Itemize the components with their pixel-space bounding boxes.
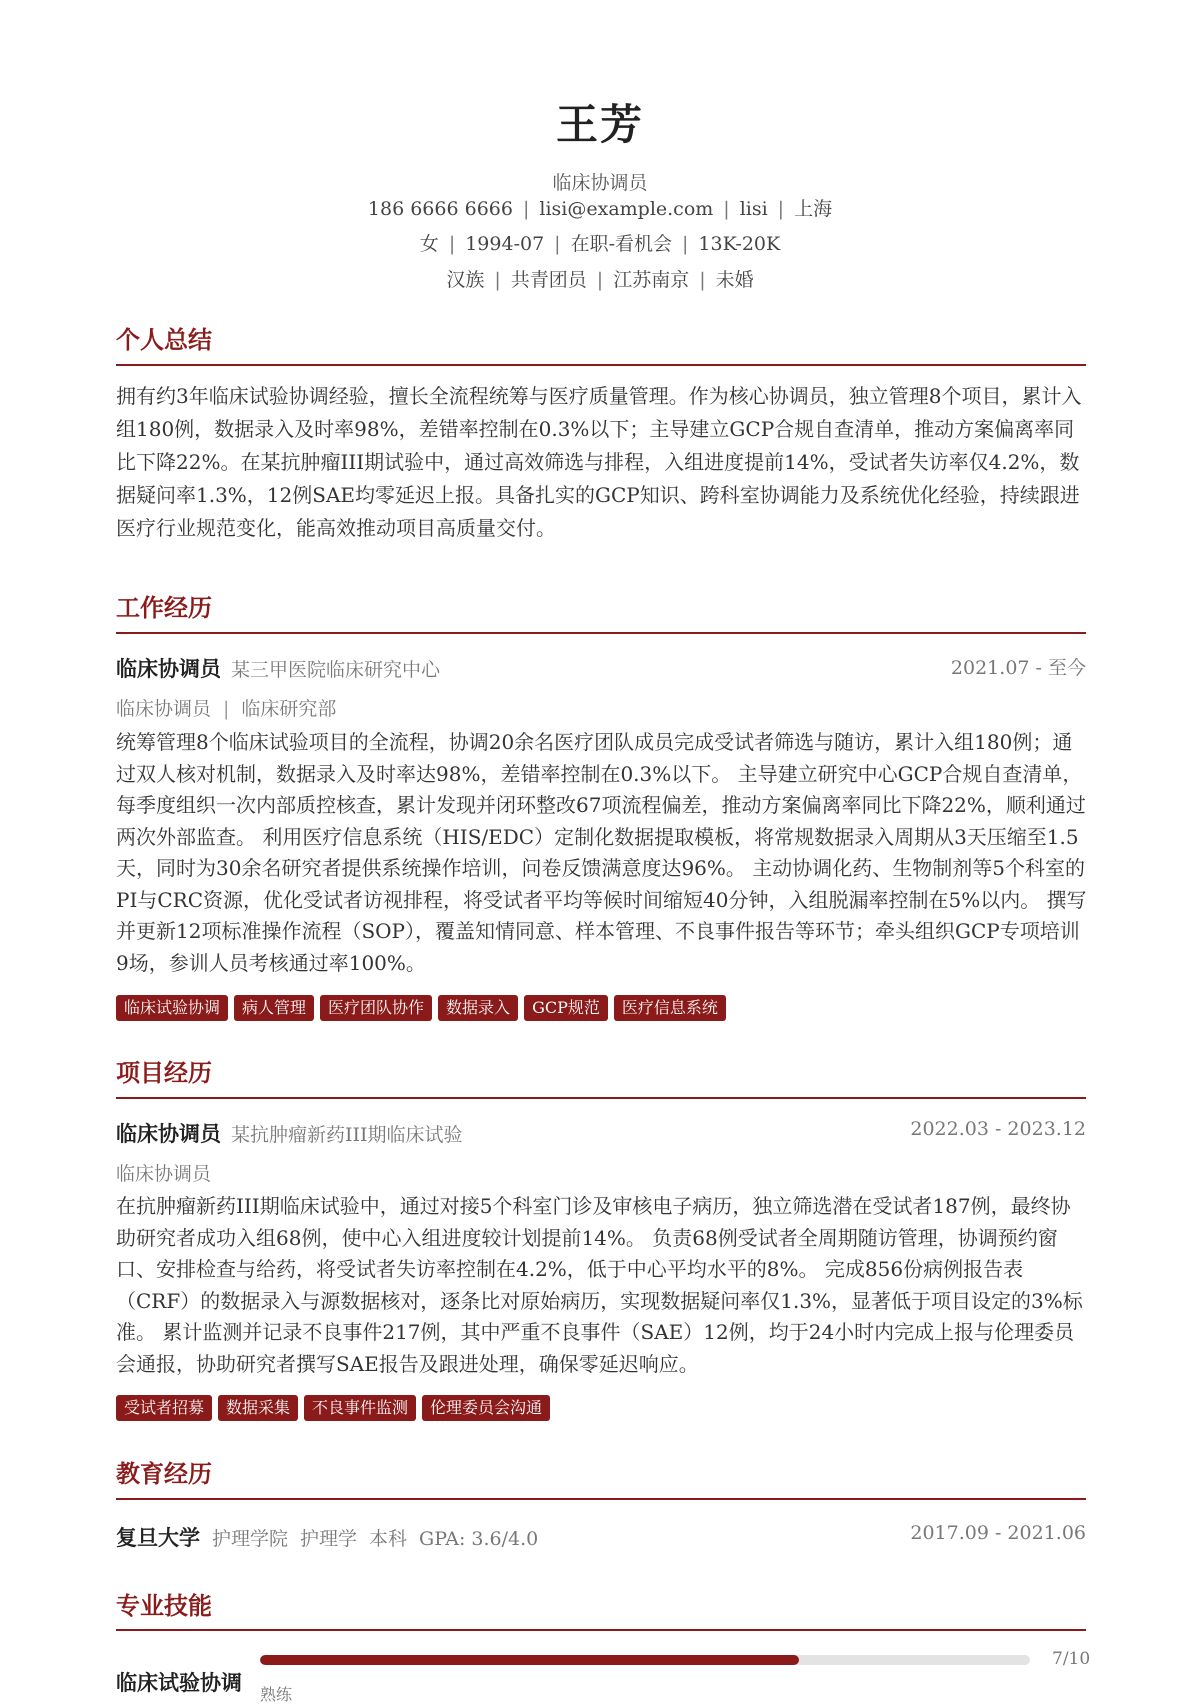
skill-name: 临床试验协调 [116,1670,242,1695]
work-org: 某三甲医院临床研究中心 [231,659,441,681]
city: 上海 [794,198,833,220]
work-subline [116,694,336,721]
school-college: 护理学院 [212,1528,289,1550]
separator: | [723,198,730,220]
project-position: 临床协调员 [116,1163,212,1185]
section-title-skills: 专业技能 [116,1591,212,1620]
separator: | [494,269,501,291]
project-description: 在抗肿瘤新药III期临床试验中，通过对接5个科室门诊及审核电子病历，独立筛选潜在受试者187例，最终协助研究者成功入组68例，使中心入组进度较计划提前14%。 负责68例受试者全周期随访管理，协调预约窗口、安排检查与给药，将受试者失访率控制在4.2%，低于中心平均水平的8%。 完成856份病例报告表（CRF）的数据录入与源数据核对，逐条比对原始病历，实现数据疑问率仅1.3%，显著低于项目设定的3%标准。 累计监测并记录不良事件217例，其中严重不良事件（SAE）12例，均于24小时内完成上报与伦理委员会通报，协助研究者撰写SAE报告及跟进处理，确保零延迟响应。 [116,1194,1083,1376]
skill-score: 7/10 [1052,1649,1091,1669]
skill-tag: 医疗信息系统 [614,995,726,1021]
separator: | [522,198,530,220]
separator: | [699,269,706,291]
gender: 女 [419,233,439,255]
project-name: 某抗肿瘤新药III期临床试验 [231,1124,463,1146]
section-title-work: 工作经历 [116,593,212,622]
work-date: 2021.07 - 至今 [950,657,1086,679]
project-date: 2022.03 - 2023.12 [910,1118,1086,1140]
hometown: 江苏南京 [613,269,690,291]
school-gpa: GPA: 3.6/4.0 [419,1528,539,1550]
background-line [0,265,1200,292]
skill-progress-fill [260,1655,799,1665]
work-tags [116,995,1086,1021]
birth-date: 1994-07 [465,233,545,255]
school-major: 护理学 [300,1528,358,1550]
project-tags [116,1395,1086,1421]
work-department: 临床研究部 [241,698,337,720]
work-position: 临床协调员 [116,698,212,720]
wechat: lisi [739,198,768,220]
section-title-summary: 个人总结 [116,325,212,354]
section-title-project: 项目经历 [116,1058,212,1087]
skill-level: 熟练 [260,1685,293,1704]
school-degree: 本科 [369,1528,408,1550]
summary-text: 拥有约3年临床试验协调经验，擅长全流程统筹与医疗质量管理。作为核心协调员，独立管理8个项目，累计入组180例，数据录入及时率98%，差错率控制在0.3%以下；主导建立GCP合规自查清单，推动方案偏离率同比下降22%。在某抗肿瘤III期试验中，通过高效筛选与排程，入组进度提前14%，受试者失访率仅4.2%，数据疑问率1.3%，12例SAE均零延迟上报。具备扎实的GCP知识、跨科室协调能力及系统优化经验，持续跟进医疗行业规范变化，能高效推动项目高质量交付。 [116,384,1082,540]
education-entry [116,1522,1086,1552]
candidate-title: 临床协调员 [552,172,648,194]
skill-tag: GCP规范 [524,995,608,1021]
personal-line [0,229,1200,256]
skill-tag: 临床试验协调 [116,995,228,1021]
candidate-name: 王芳 [555,100,644,149]
separator: | [554,233,561,255]
section-divider [116,1097,1086,1099]
separator: | [682,233,689,255]
work-description: 统筹管理8个临床试验项目的全流程，协调20余名医疗团队成员完成受试者筛选与随访，累计入组180例；通过双人核对机制，数据录入及时率达98%，差错率控制在0.3%以下。 主导建立研究中心GCP合规自查清单，每季度组织一次内部质控核查，累计发现并闭环整改67项流程偏差，推动方案偏离率同比下降22%，顺利通过两次外部监查。 利用医疗信息系统（HIS/EDC）定制化数据提取模板，将常规数据录入周期从3天压缩至1.5天，同时为30余名研究者提供系统操作培训，问卷反馈满意度达96%。 主动协调化药、生物制剂等5个科室的PI与CRC资源，优化受试者访视排程，将受试者平均等候时间缩短40分钟，入组脱漏率控制在5%以内。 撰写并更新12项标准操作流程（SOP），覆盖知情同意、样本管理、不良事件报告等环节；牵头组织GCP专项培训9场，参训人员考核通过率100%。 [116,730,1087,975]
phone: 186 6666 6666 [367,198,513,220]
contact-line [0,194,1200,221]
section-divider [116,364,1086,366]
marital-status: 未婚 [715,269,754,291]
section-divider [116,1629,1086,1631]
skill-tag: 伦理委员会沟通 [422,1395,550,1421]
skill-tag: 医疗团队协作 [320,995,432,1021]
political-status: 共青团员 [510,269,587,291]
ethnicity: 汉族 [446,269,485,291]
skill-tag: 受试者招募 [116,1395,212,1421]
skill-tag: 数据录入 [438,995,518,1021]
work-role: 临床协调员 [116,656,221,681]
school-name: 复旦大学 [116,1525,200,1550]
project-role: 临床协调员 [116,1121,221,1146]
education-date: 2017.09 - 2021.06 [910,1522,1086,1544]
project-subline [116,1159,211,1186]
skill-tag: 病人管理 [234,995,314,1021]
job-status: 在职-看机会 [570,233,672,255]
skill-progress-track [260,1655,1030,1665]
salary: 13K-20K [698,233,781,255]
separator: | [596,269,604,291]
skill-tag: 不良事件监测 [304,1395,416,1421]
section-title-education: 教育经历 [116,1459,212,1488]
skill-tag: 数据采集 [218,1395,298,1421]
separator: | [223,698,230,720]
project-entry-header [116,1118,1086,1148]
email[interactable]: lisi@example.com [539,198,714,220]
section-divider [116,632,1086,634]
work-entry-header [116,653,1086,683]
separator: | [777,198,785,220]
separator: | [448,233,456,255]
section-divider [116,1498,1086,1500]
